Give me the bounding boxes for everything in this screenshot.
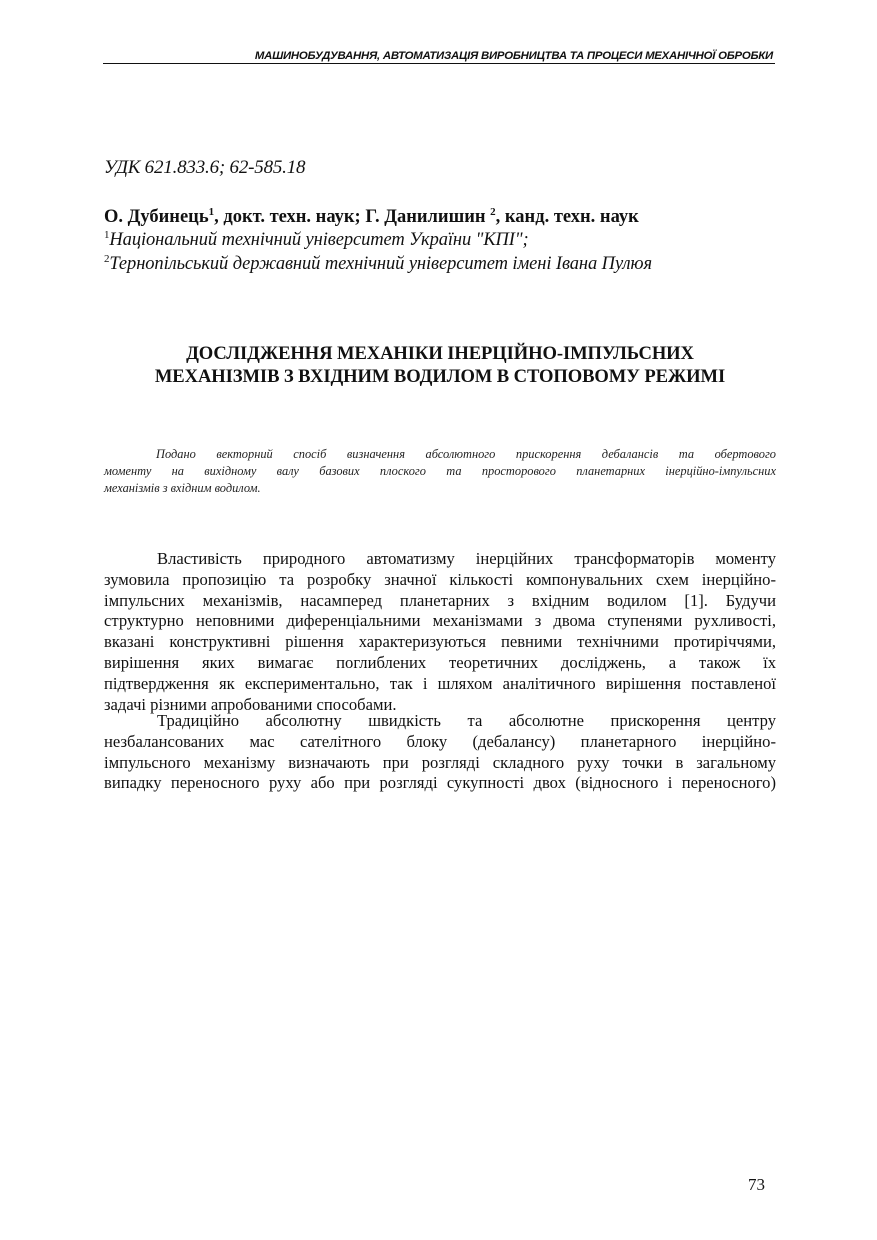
page-number: 73: [748, 1175, 765, 1194]
text-line: Властивість природного автоматизму інерційних трансформаторів моменту: [157, 549, 776, 568]
text-line: імпульсних механізмів, насамперед планетарних з вхідним водилом [1]. Будучи: [104, 590, 776, 610]
text-line: Традиційно абсолютну швидкість та абсолютне прискорення центру: [157, 711, 776, 730]
text-line: імпульсного механізму визначають при розгляді складного руху точки в загальному: [104, 752, 776, 772]
affiliation-2-mark: 2: [104, 253, 110, 265]
text-line: вказані конструктивні рішення характеризуються певними технічними протиріччями,: [104, 632, 776, 652]
affiliation-1: [104, 230, 529, 251]
author-2-degree: , канд. техн. наук: [495, 207, 639, 227]
author-1-affiliation-mark: 1: [208, 206, 215, 218]
article-title-line-1: ДОСЛІДЖЕННЯ МЕХАНІКИ ІНЕРЦІЙНО-ІМПУЛЬСНИХ: [186, 343, 694, 364]
text-line: незбалансованих мас сателітного блоку (дебалансу) планетарного інерційно-: [104, 731, 776, 751]
text-line: зумовила пропозицію та розробку значної кількості компонувальних схем інерційно-: [104, 569, 776, 589]
body-paragraph-2: [104, 711, 776, 794]
text-line: підтвердження як експериментально, так і шляхом аналітичного вирішення поставленої: [104, 673, 776, 693]
affiliation-2: [104, 254, 652, 275]
affiliation-1-mark: 1: [104, 229, 110, 241]
text-line: структурно неповними диференціальними механізмами з двома ступенями рухливості,: [104, 611, 776, 631]
abstract-line: моменту на вихідному валу базових плоского та просторового планетарних інерційно-імпульсних: [104, 464, 776, 478]
abstract-line: Подано векторний спосіб визначення абсолютного прискорення дебалансів та обертового: [156, 447, 776, 461]
body-paragraph-1: [104, 549, 776, 715]
author-2-affiliation-mark: 2: [490, 206, 496, 218]
text-line: вирішення яких вимагає поглиблених теоретичних досліджень, а також їх: [104, 652, 776, 672]
authors-line: [104, 207, 639, 228]
running-header: МАШИНОБУДУВАННЯ, АВТОМАТИЗАЦІЯ ВИРОБНИЦТВА ТА ПРОЦЕСИ МЕХАНІЧНОЇ ОБРОБКИ: [103, 48, 775, 64]
author-1-degree: , докт. техн. наук;: [214, 207, 366, 227]
text-line: задачі різними апробованими способами.: [104, 694, 397, 714]
author-2-name: Г. Данилишин: [365, 207, 491, 227]
affiliation-1-text: Національний технічний університет України "КПІ";: [109, 230, 529, 250]
author-1-name: О. Дубинець: [104, 207, 209, 227]
abstract-line: механізмів з вхідним водилом.: [104, 481, 261, 495]
abstract: [104, 446, 776, 497]
article-title-line-2: МЕХАНІЗМІВ З ВХІДНИМ ВОДИЛОМ В СТОПОВОМУ РЕЖИМІ: [154, 366, 726, 387]
udc-code: УДК 621.833.6; 62-585.18: [104, 157, 306, 178]
text-line: випадку переносного руху або при розгляді сукупності двох (відносного і переносного): [104, 773, 776, 793]
affiliation-2-text: Тернопільський державний технічний університет імені Івана Пулюя: [109, 254, 652, 274]
